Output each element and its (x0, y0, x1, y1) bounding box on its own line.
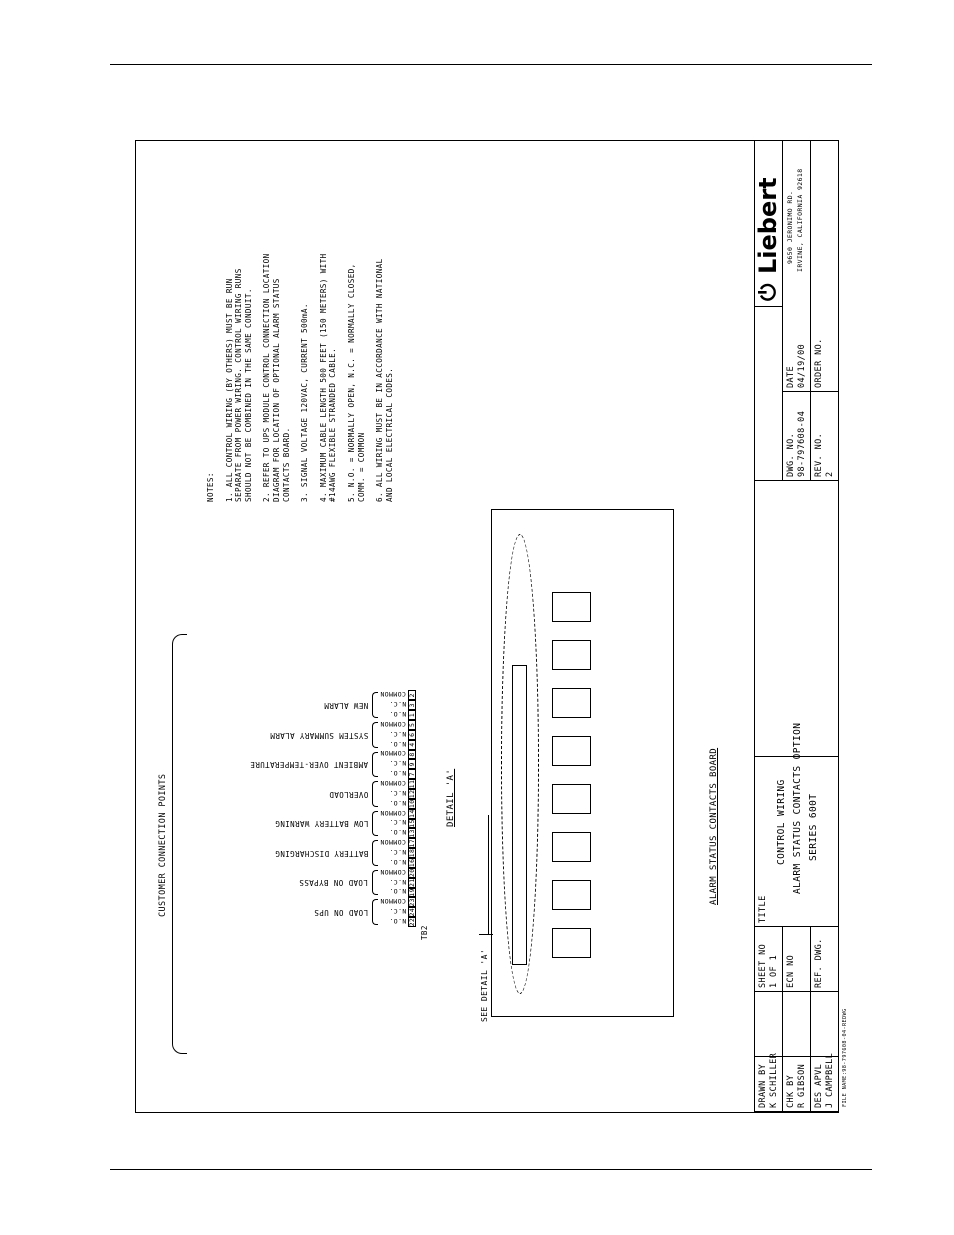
board-slot (552, 832, 591, 862)
point-brace (372, 781, 378, 807)
customer-connection-points-label: CUSTOMER CONNECTION POINTS (158, 773, 168, 917)
liebert-logo-icon: ⏻ (756, 283, 781, 301)
terminal-type-label: N.C. (388, 759, 406, 768)
terminal-type-label: N.O. (388, 917, 406, 925)
terminal-strip-tb2 (380, 683, 416, 927)
company-logo: Liebert (754, 177, 782, 274)
terminal-type-label: N.O. (388, 769, 406, 778)
terminal-cell: 1 (408, 710, 416, 720)
terminal-cell: 12 (408, 789, 416, 799)
company-address-2: IRVINE, CALIFORNIA 92618 (796, 168, 804, 272)
terminal-type-label: N.C. (388, 907, 406, 916)
terminal-cell: 22 (408, 917, 416, 927)
note-item: 3. SIGNAL VOLTAGE 120VAC, CURRENT 500mA. (300, 303, 310, 502)
board-caption: ALARM STATUS CONTACTS BOARD (709, 747, 719, 905)
des-apvl-label: DES APVL (814, 1063, 824, 1108)
detail-a-label: DETAIL 'A' (446, 768, 456, 827)
drawn-by-label: DRAWN BY (758, 1063, 768, 1108)
terminal-type-label: COMMON (380, 808, 406, 817)
file-name: FILE NAME:98-797608-04-REDWG (842, 1008, 848, 1107)
terminal-type-label: COMMON (380, 897, 406, 906)
date-label: DATE (786, 365, 796, 388)
terminal-type-label: N.C. (388, 847, 406, 856)
terminal-cell: 7 (408, 769, 416, 779)
title-line-3: SERIES 600T (808, 793, 819, 861)
order-no-label: ORDER NO. (814, 338, 824, 388)
board-slot (552, 880, 591, 910)
see-detail-a-label: SEE DETAIL 'A' (480, 948, 489, 1022)
ref-dwg-label: REF. DWG. (814, 938, 824, 988)
point-brace (372, 752, 378, 778)
connection-points-bracket (172, 634, 187, 1054)
terminal-type-label: N.O. (388, 798, 406, 807)
note-item: 4. MAXIMUM CABLE LENGTH 500 FEET (150 METERS) WITH #14AWG FLEXIBLE STRANDED CABLE. (318, 253, 338, 502)
terminal-type-label: COMMON (380, 690, 406, 699)
board-slot (552, 784, 591, 814)
terminal-type-label: COMMON (380, 749, 406, 758)
header-rule (110, 64, 872, 65)
terminal-cell: 5 (408, 720, 416, 730)
terminal-cell: 19 (408, 888, 416, 897)
rev-no-value: 2 (825, 471, 835, 477)
terminal-cell: 20 (408, 868, 416, 878)
point-brace (372, 870, 378, 896)
title-line-2: ALARM STATUS CONTACTS OPTION (792, 722, 803, 894)
dwg-no-label: DWG. NO. (786, 432, 796, 477)
point-brace (372, 722, 378, 748)
board-slot (552, 640, 591, 670)
connection-point-label: OVERLOAD (328, 789, 368, 799)
chk-by-label: CHK BY (786, 1074, 796, 1108)
board-slot (552, 928, 591, 958)
note-item: 5. N.O. = NORMALLY OPEN, N.C. = NORMALLY CLOSED, COMM. = COMMON (346, 263, 366, 502)
terminal-cell: 6 (408, 730, 416, 740)
title-line-1: CONTROL WIRING (776, 779, 787, 865)
chk-by-value: R GIBSON (797, 1063, 807, 1108)
connection-point-label: SYSTEM SUMMARY ALARM (269, 730, 368, 740)
terminal-cell: 3 (408, 700, 416, 710)
terminal-cell: 18 (408, 848, 416, 858)
note-item: 6. ALL WIRING MUST BE IN ACCORDANCE WITH NATIONAL AND LOCAL ELECTRICAL CODES. (375, 258, 394, 502)
drawing-sheet (136, 141, 848, 1112)
date-value: 04/19/00 (797, 343, 807, 388)
drawn-by-value: K SCHILLER (769, 1052, 779, 1108)
terminal-cell: 23 (408, 898, 416, 907)
terminal-cell: 4 (408, 740, 416, 750)
terminal-type-label: N.C. (388, 700, 406, 709)
terminal-type-label: COMMON (380, 778, 406, 787)
point-brace (372, 899, 378, 925)
terminal-connector (512, 665, 527, 965)
company-address-1: 9650 JERONIMO RD. (786, 190, 794, 264)
title-label: TITLE (758, 895, 768, 923)
connection-point-label: LOAD ON BYPASS (299, 878, 368, 888)
note-item: 2. REFER TO UPS MODULE CONTROL CONNECTION LOCATION DIAGRAM FOR LOCATION OF OPTIONAL ALARM STATUS CONTACTS BOARD. (262, 253, 291, 502)
terminal-cell: 15 (408, 819, 416, 828)
terminal-cell: 11 (408, 779, 416, 789)
terminal-type-label: N.O. (388, 709, 406, 718)
dwg-no-value: 98-797608-04 (797, 410, 807, 477)
connection-point-label: NEW ALARM (323, 700, 368, 710)
terminal-cell: 8 (408, 750, 416, 760)
terminal-type-label: COMMON (380, 838, 406, 847)
terminal-cell: 16 (408, 858, 416, 868)
terminal-type-label: N.C. (388, 877, 406, 886)
drawing-frame (135, 140, 848, 1113)
terminal-cell: 14 (408, 809, 416, 818)
sheet-no-label: SHEET NO (758, 943, 768, 988)
title-block (754, 141, 838, 1112)
rev-no-label: REV. NO. (814, 432, 824, 477)
ecn-no-label: ECN NO (786, 954, 796, 988)
connection-point-label: AMBIENT OVER-TEMPERATURE (250, 760, 368, 770)
sheet-no-value: 1 OF 1 (769, 954, 779, 988)
point-brace (372, 840, 378, 866)
board-slot (552, 592, 591, 622)
terminal-type-label: N.O. (388, 739, 406, 748)
terminal-type-label: N.O. (388, 857, 406, 866)
terminal-cell: 24 (408, 907, 416, 917)
terminal-cell: 13 (408, 829, 416, 838)
des-apvl-value: J CAMPBELL (825, 1052, 835, 1108)
notes-block (206, 162, 403, 502)
terminal-cell: 10 (408, 799, 416, 809)
point-brace (372, 692, 378, 718)
connection-point-label: LOW BATTERY WARNING (274, 819, 368, 829)
terminal-type-label: N.O. (388, 887, 406, 896)
terminal-cell: 21 (408, 878, 416, 887)
terminal-type-label: N.C. (388, 788, 406, 797)
terminal-type-label: N.C. (388, 729, 406, 738)
tb2-label: TB2 (420, 925, 429, 940)
connection-point-label: LOAD ON UPS (313, 908, 368, 917)
connection-point-label: BATTERY DISCHARGING (274, 848, 368, 858)
footer-rule (110, 1169, 872, 1170)
terminal-type-label: N.O. (388, 828, 406, 837)
detail-a-leader-arrow (488, 815, 489, 935)
terminal-type-label: COMMON (380, 867, 406, 876)
terminal-cell: 17 (408, 838, 416, 848)
board-slot (552, 736, 591, 766)
notes-header: NOTES: (206, 472, 215, 502)
point-brace (372, 811, 378, 837)
terminal-type-label: N.C. (388, 818, 406, 827)
board-slot (552, 688, 591, 718)
terminal-cell: 9 (408, 759, 416, 769)
note-item: 1. ALL CONTROL WIRING (BY OTHERS) MUST BE RUN SEPARATE FROM POWER WIRING. CONTROL WIRING RUNS SHOULD NOT BE COMBINED IN THE SAME CONDUIT. (224, 268, 253, 502)
terminal-type-label: COMMON (380, 719, 406, 728)
terminal-cell: 2 (408, 690, 416, 700)
